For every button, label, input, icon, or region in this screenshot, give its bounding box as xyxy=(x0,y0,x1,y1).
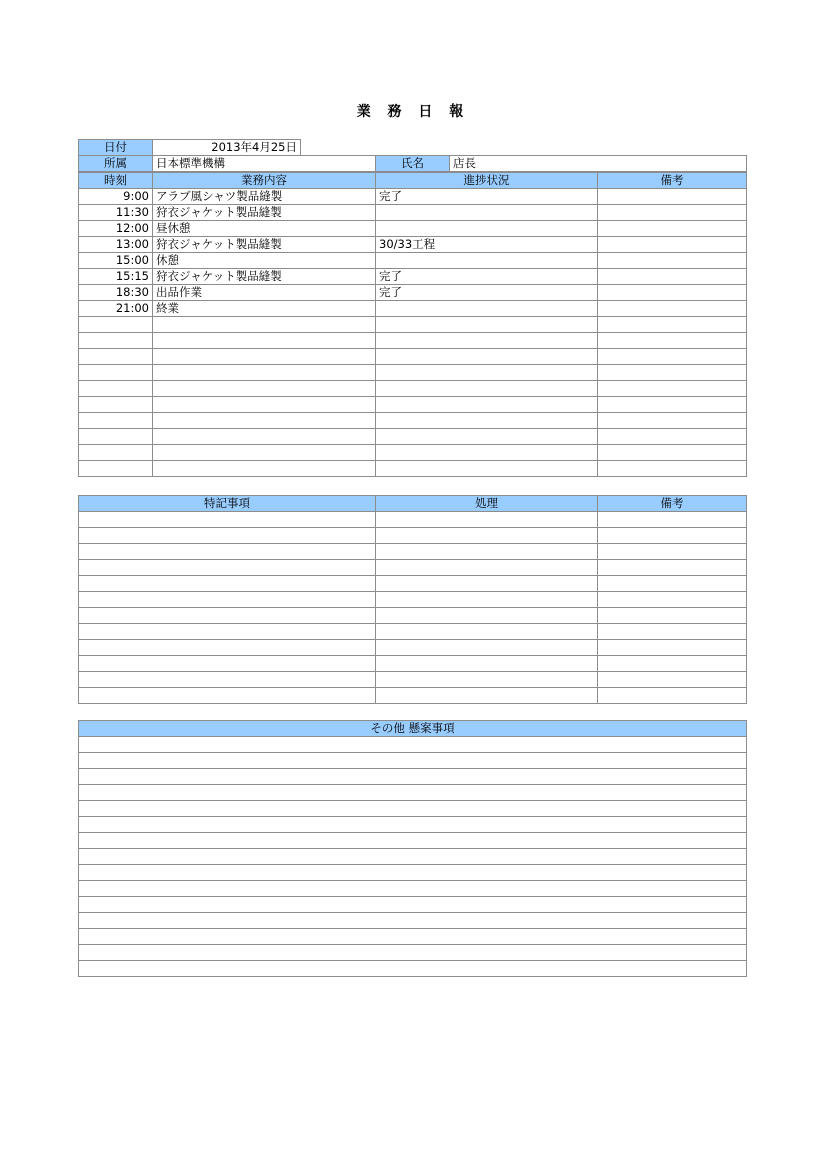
table-row xyxy=(79,317,747,333)
table-row xyxy=(79,528,747,544)
task-cell[interactable] xyxy=(153,429,376,445)
action-cell[interactable] xyxy=(376,560,598,576)
progress-cell[interactable] xyxy=(376,429,598,445)
other-issues-header-row xyxy=(79,721,747,737)
progress-cell[interactable]: 完了 xyxy=(376,285,598,301)
time-cell[interactable] xyxy=(79,413,153,429)
note-cell[interactable] xyxy=(79,592,376,608)
table-row xyxy=(79,913,747,929)
task-cell[interactable] xyxy=(153,317,376,333)
remarks-cell[interactable] xyxy=(598,672,747,688)
progress-cell[interactable]: 完了 xyxy=(376,269,598,285)
work-table-header xyxy=(79,173,747,189)
time-cell[interactable] xyxy=(79,365,153,381)
remarks-cell[interactable] xyxy=(598,237,747,253)
other-issue-cell[interactable] xyxy=(79,865,747,881)
work-table xyxy=(78,172,747,477)
task-cell[interactable]: 終業 xyxy=(153,301,376,317)
action-cell[interactable] xyxy=(376,624,598,640)
table-row xyxy=(79,769,747,785)
note-cell[interactable] xyxy=(79,528,376,544)
progress-cell[interactable] xyxy=(376,221,598,237)
table-row xyxy=(79,801,747,817)
other-issue-cell[interactable] xyxy=(79,817,747,833)
column-header-notes-remarks: 備考 xyxy=(598,496,747,512)
table-row xyxy=(79,817,747,833)
other-issue-cell[interactable] xyxy=(79,849,747,865)
remarks-cell[interactable] xyxy=(598,333,747,349)
table-row xyxy=(79,640,747,656)
remarks-cell[interactable] xyxy=(598,608,747,624)
action-cell[interactable] xyxy=(376,688,598,704)
action-cell[interactable] xyxy=(376,576,598,592)
task-cell[interactable] xyxy=(153,397,376,413)
table-row xyxy=(79,365,747,381)
other-issue-cell[interactable] xyxy=(79,945,747,961)
note-cell[interactable] xyxy=(79,656,376,672)
action-cell[interactable] xyxy=(376,656,598,672)
task-cell[interactable] xyxy=(153,461,376,477)
remarks-cell[interactable] xyxy=(598,461,747,477)
action-cell[interactable] xyxy=(376,640,598,656)
date-value[interactable]: 2013年4月25日 xyxy=(153,140,301,156)
progress-cell[interactable] xyxy=(376,365,598,381)
progress-cell[interactable] xyxy=(376,253,598,269)
task-cell[interactable]: 休憩 xyxy=(153,253,376,269)
other-issue-cell[interactable] xyxy=(79,929,747,945)
column-header-time: 時刻 xyxy=(79,173,153,189)
table-row xyxy=(79,672,747,688)
action-cell[interactable] xyxy=(376,512,598,528)
date-row xyxy=(79,140,747,156)
table-row xyxy=(79,576,747,592)
table-row xyxy=(79,205,747,221)
progress-cell[interactable] xyxy=(376,445,598,461)
time-cell[interactable] xyxy=(79,429,153,445)
remarks-cell[interactable] xyxy=(598,189,747,205)
task-cell[interactable]: アラブ風シャツ製品縫製 xyxy=(153,189,376,205)
time-cell[interactable]: 9:00 xyxy=(79,189,153,205)
other-issues-header: その他 懸案事項 xyxy=(79,721,747,737)
table-row xyxy=(79,221,747,237)
table-row xyxy=(79,285,747,301)
task-cell[interactable] xyxy=(153,413,376,429)
table-row xyxy=(79,865,747,881)
remarks-cell[interactable] xyxy=(598,656,747,672)
remarks-cell[interactable] xyxy=(598,528,747,544)
remarks-cell[interactable] xyxy=(598,576,747,592)
table-row xyxy=(79,849,747,865)
progress-cell[interactable] xyxy=(376,349,598,365)
time-cell[interactable]: 18:30 xyxy=(79,285,153,301)
task-cell[interactable]: 出品作業 xyxy=(153,285,376,301)
task-cell[interactable] xyxy=(153,365,376,381)
remarks-cell[interactable] xyxy=(598,365,747,381)
other-issue-cell[interactable] xyxy=(79,785,747,801)
remarks-cell[interactable] xyxy=(598,544,747,560)
remarks-cell[interactable] xyxy=(598,301,747,317)
remarks-cell[interactable] xyxy=(598,349,747,365)
table-row xyxy=(79,429,747,445)
progress-cell[interactable] xyxy=(376,413,598,429)
table-row xyxy=(79,253,747,269)
header-spacer xyxy=(301,140,747,156)
notes-table xyxy=(78,495,747,704)
action-cell[interactable] xyxy=(376,592,598,608)
remarks-cell[interactable] xyxy=(598,317,747,333)
time-cell[interactable]: 21:00 xyxy=(79,301,153,317)
remarks-cell[interactable] xyxy=(598,413,747,429)
table-row xyxy=(79,237,747,253)
note-cell[interactable] xyxy=(79,688,376,704)
table-row xyxy=(79,897,747,913)
other-issue-cell[interactable] xyxy=(79,753,747,769)
remarks-cell[interactable] xyxy=(598,429,747,445)
remarks-cell[interactable] xyxy=(598,688,747,704)
table-row xyxy=(79,544,747,560)
remarks-cell[interactable] xyxy=(598,221,747,237)
note-cell[interactable] xyxy=(79,640,376,656)
table-row xyxy=(79,785,747,801)
time-cell[interactable] xyxy=(79,349,153,365)
other-issue-cell[interactable] xyxy=(79,769,747,785)
note-cell[interactable] xyxy=(79,512,376,528)
other-issue-cell[interactable] xyxy=(79,801,747,817)
remarks-cell[interactable] xyxy=(598,512,747,528)
notes-table-header xyxy=(79,496,747,512)
table-row xyxy=(79,381,747,397)
progress-cell[interactable] xyxy=(376,381,598,397)
time-cell[interactable]: 15:00 xyxy=(79,253,153,269)
other-issue-cell[interactable] xyxy=(79,897,747,913)
progress-cell[interactable] xyxy=(376,301,598,317)
time-cell[interactable]: 12:00 xyxy=(79,221,153,237)
table-row xyxy=(79,560,747,576)
progress-cell[interactable]: 完了 xyxy=(376,189,598,205)
table-row xyxy=(79,656,747,672)
time-cell[interactable] xyxy=(79,381,153,397)
time-cell[interactable]: 11:30 xyxy=(79,205,153,221)
progress-cell[interactable] xyxy=(376,397,598,413)
task-cell[interactable]: 狩衣ジャケット製品縫製 xyxy=(153,237,376,253)
remarks-cell[interactable] xyxy=(598,269,747,285)
table-row xyxy=(79,301,747,317)
task-cell[interactable] xyxy=(153,381,376,397)
column-header-task: 業務内容 xyxy=(153,173,376,189)
time-cell[interactable] xyxy=(79,317,153,333)
note-cell[interactable] xyxy=(79,544,376,560)
note-cell[interactable] xyxy=(79,608,376,624)
task-cell[interactable] xyxy=(153,333,376,349)
table-row xyxy=(79,592,747,608)
time-cell[interactable] xyxy=(79,461,153,477)
action-cell[interactable] xyxy=(376,672,598,688)
progress-cell[interactable] xyxy=(376,205,598,221)
remarks-cell[interactable] xyxy=(598,397,747,413)
table-row xyxy=(79,189,747,205)
action-cell[interactable] xyxy=(376,528,598,544)
table-row xyxy=(79,461,747,477)
remarks-cell[interactable] xyxy=(598,592,747,608)
task-cell[interactable]: 狩衣ジャケット製品縫製 xyxy=(153,269,376,285)
remarks-cell[interactable] xyxy=(598,285,747,301)
column-header-remarks: 備考 xyxy=(598,173,747,189)
note-cell[interactable] xyxy=(79,560,376,576)
report-title: 業 務 日 報 xyxy=(356,104,470,120)
table-row xyxy=(79,397,747,413)
time-cell[interactable]: 15:15 xyxy=(79,269,153,285)
table-row xyxy=(79,929,747,945)
action-cell[interactable] xyxy=(376,608,598,624)
note-cell[interactable] xyxy=(79,624,376,640)
time-cell[interactable]: 13:00 xyxy=(79,237,153,253)
other-issue-cell[interactable] xyxy=(79,961,747,977)
other-issue-cell[interactable] xyxy=(79,913,747,929)
affiliation-row xyxy=(79,156,747,172)
table-row xyxy=(79,349,747,365)
task-cell[interactable] xyxy=(153,349,376,365)
name-label: 氏名 xyxy=(376,156,450,172)
table-row xyxy=(79,737,747,753)
remarks-cell[interactable] xyxy=(598,640,747,656)
task-cell[interactable]: 昼休憩 xyxy=(153,221,376,237)
affiliation-value[interactable]: 日本標準機構 xyxy=(153,156,376,172)
column-header-progress: 進捗状況 xyxy=(376,173,598,189)
progress-cell[interactable] xyxy=(376,461,598,477)
table-row xyxy=(79,961,747,977)
table-row xyxy=(79,333,747,349)
progress-cell[interactable] xyxy=(376,333,598,349)
remarks-cell[interactable] xyxy=(598,205,747,221)
table-row xyxy=(79,753,747,769)
remarks-cell[interactable] xyxy=(598,560,747,576)
task-cell[interactable] xyxy=(153,445,376,461)
table-row xyxy=(79,269,747,285)
affiliation-label: 所属 xyxy=(79,156,153,172)
progress-cell[interactable] xyxy=(376,317,598,333)
other-issue-cell[interactable] xyxy=(79,881,747,897)
table-row xyxy=(79,608,747,624)
table-row xyxy=(79,945,747,961)
column-header-note: 特記事項 xyxy=(79,496,376,512)
table-row xyxy=(79,881,747,897)
remarks-cell[interactable] xyxy=(598,445,747,461)
table-row xyxy=(79,413,747,429)
table-row xyxy=(79,445,747,461)
note-cell[interactable] xyxy=(79,576,376,592)
progress-cell[interactable]: 30/33工程 xyxy=(376,237,598,253)
other-issues-table xyxy=(78,720,747,977)
time-cell[interactable] xyxy=(79,445,153,461)
other-issue-cell[interactable] xyxy=(79,833,747,849)
other-issue-cell[interactable] xyxy=(79,737,747,753)
time-cell[interactable] xyxy=(79,397,153,413)
table-row xyxy=(79,624,747,640)
remarks-cell[interactable] xyxy=(598,253,747,269)
table-row xyxy=(79,688,747,704)
remarks-cell[interactable] xyxy=(598,624,747,640)
name-value[interactable]: 店長 xyxy=(450,156,747,172)
remarks-cell[interactable] xyxy=(598,381,747,397)
date-label: 日付 xyxy=(79,140,153,156)
task-cell[interactable]: 狩衣ジャケット製品縫製 xyxy=(153,205,376,221)
note-cell[interactable] xyxy=(79,672,376,688)
table-row xyxy=(79,512,747,528)
report-header-table xyxy=(78,139,747,172)
action-cell[interactable] xyxy=(376,544,598,560)
time-cell[interactable] xyxy=(79,333,153,349)
column-header-action: 処理 xyxy=(376,496,598,512)
table-row xyxy=(79,833,747,849)
